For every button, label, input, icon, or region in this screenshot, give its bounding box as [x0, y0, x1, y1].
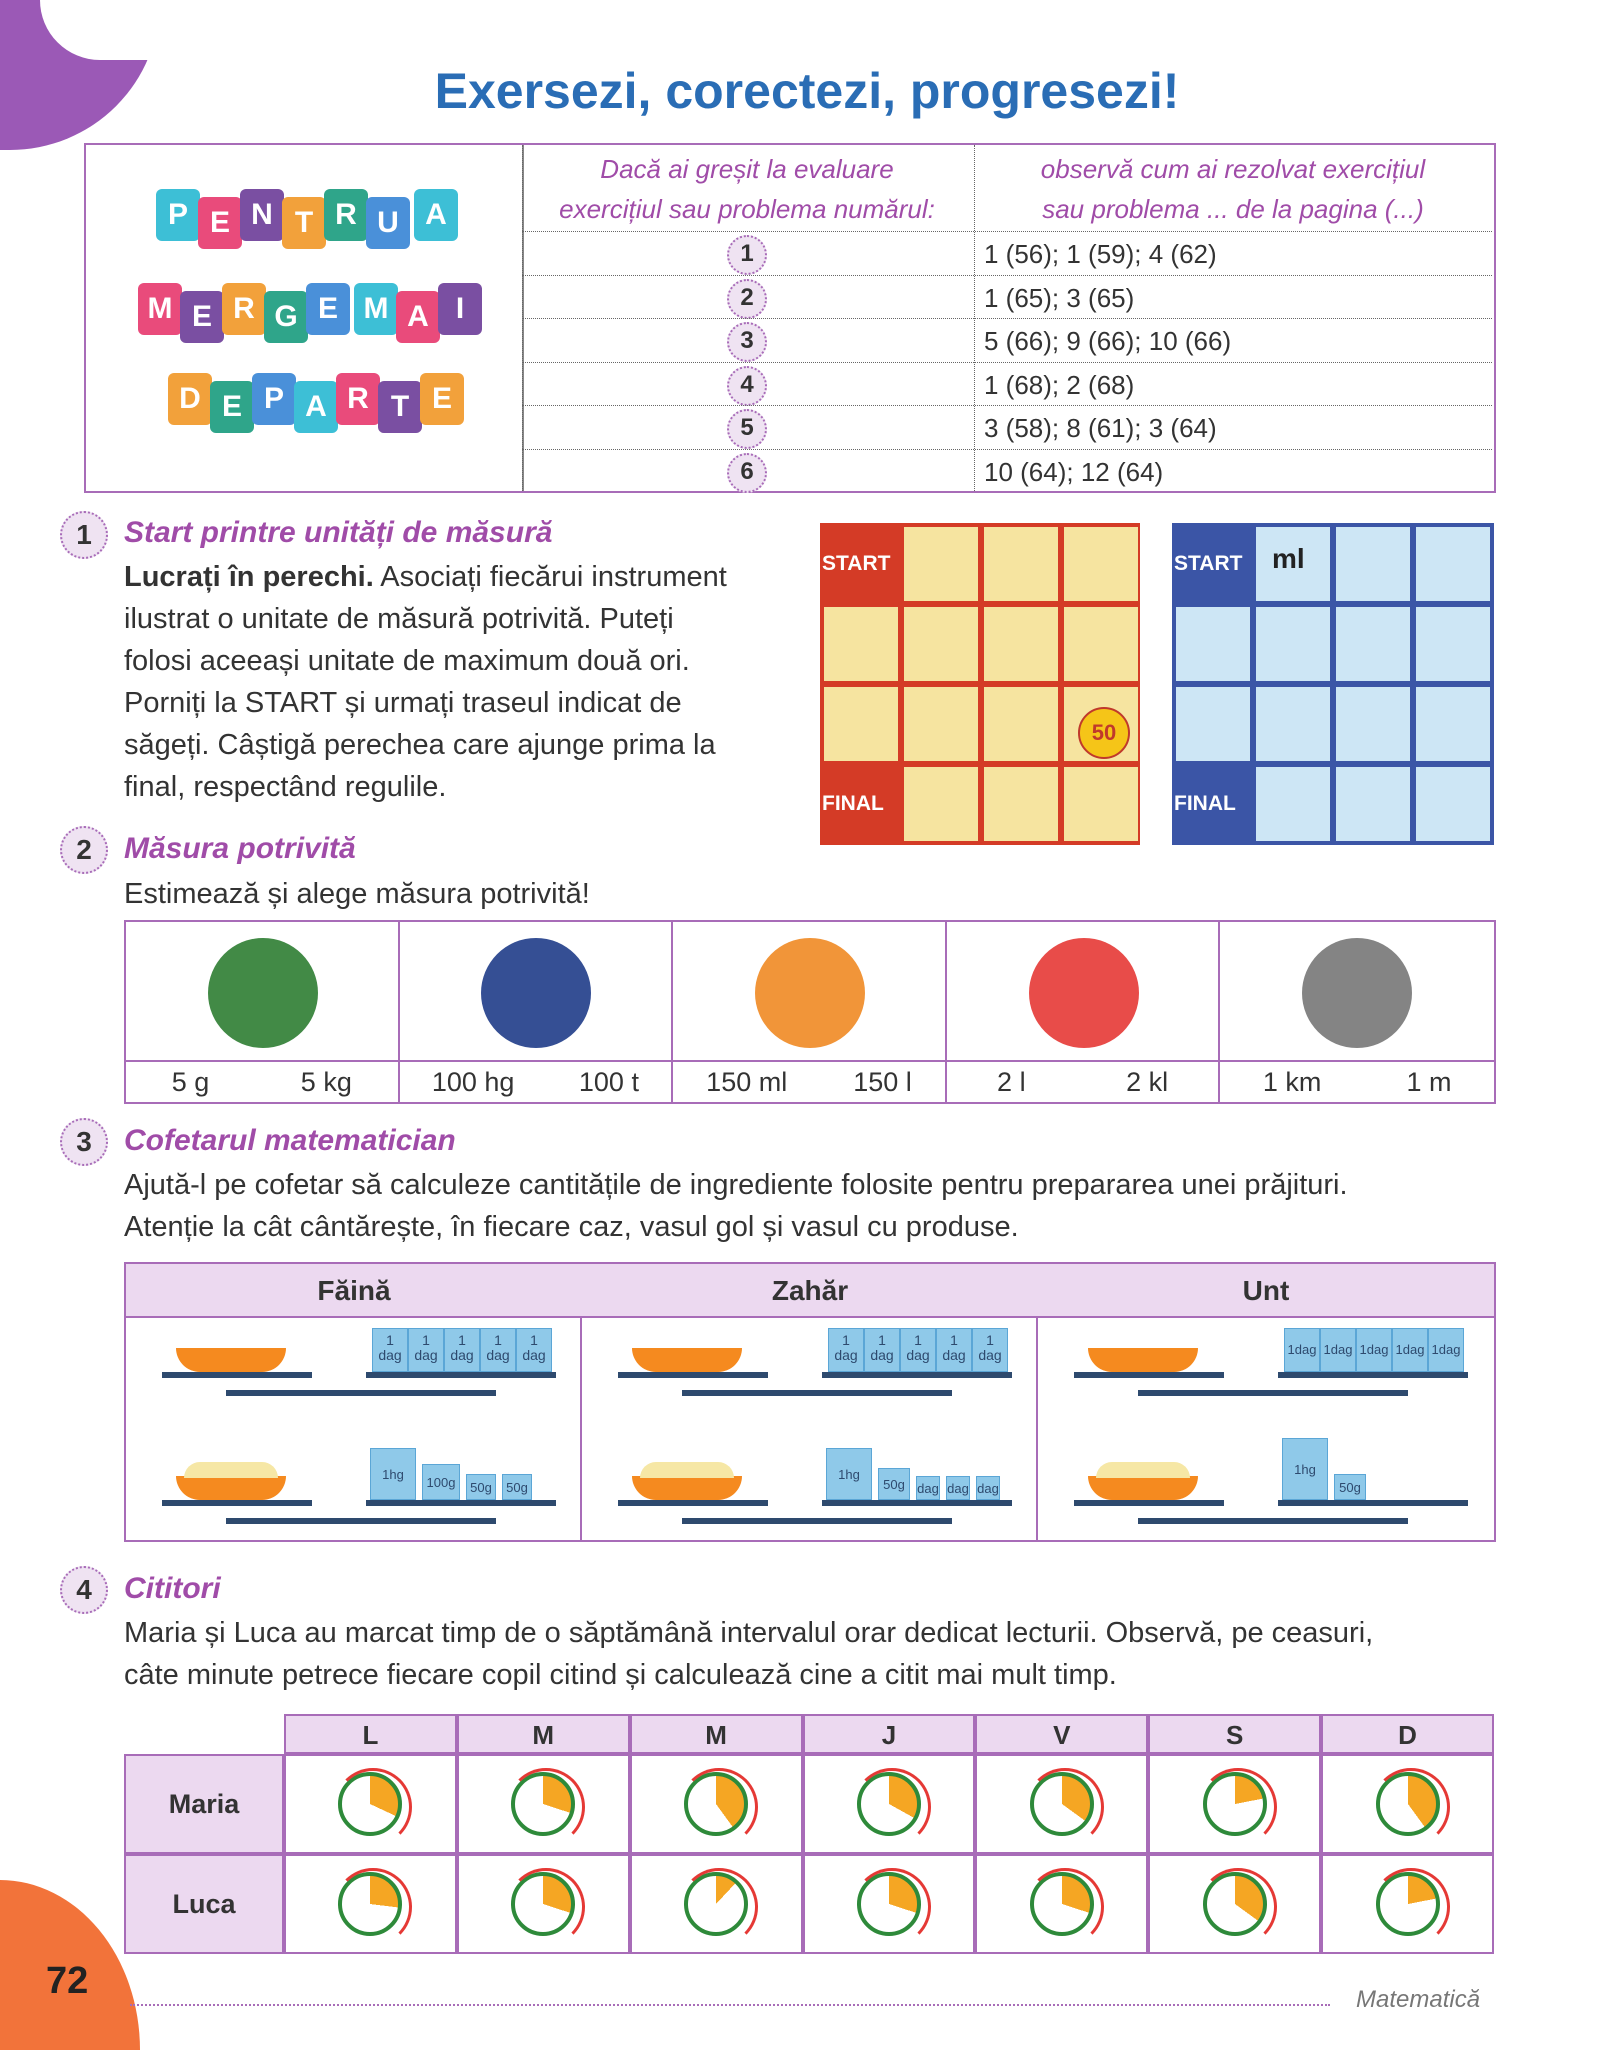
row-number: 2 — [727, 279, 767, 319]
clock-cell — [1321, 1854, 1494, 1954]
clock-arc — [507, 1868, 585, 1946]
weight-icon — [444, 1328, 480, 1372]
exercise-title: Start printre unități de măsură — [124, 516, 553, 549]
weight-label: 1dag — [1323, 1342, 1353, 1357]
clock-cell — [630, 1754, 803, 1854]
answer-cell — [1334, 685, 1412, 763]
board-cell — [982, 765, 1060, 843]
weight-icon — [916, 1476, 940, 1500]
review-row — [522, 275, 1492, 319]
weight-icon — [976, 1476, 1000, 1500]
weight-icon — [1284, 1328, 1320, 1372]
col2-header-line1: observă cum ai rezolvat exercițiul — [1040, 154, 1426, 184]
scale-pan — [1074, 1500, 1224, 1506]
weight-icon — [1356, 1328, 1392, 1372]
clock-cell — [803, 1754, 976, 1854]
weight-unit: dag — [870, 1347, 894, 1363]
answer-cell — [1334, 525, 1412, 603]
scale-pan — [618, 1372, 768, 1378]
weight-unit: dag — [414, 1347, 438, 1363]
weight-fraction: 1 — [530, 1332, 538, 1348]
answer-cell — [1414, 525, 1492, 603]
scale-pan — [822, 1500, 1012, 1506]
answer-cell — [1334, 765, 1412, 843]
board-cell — [822, 605, 900, 683]
scale-beam — [682, 1518, 952, 1524]
clock-arc — [1372, 1768, 1450, 1846]
exercise-instruction: Estimează și alege măsura potrivită! — [124, 878, 590, 910]
exercise-number: 3 — [60, 1118, 108, 1166]
answer-start: START — [1174, 525, 1252, 603]
answer-cell — [1254, 765, 1332, 843]
text-line: săgeți. Câștigă perechea care ajunge prima la — [124, 729, 716, 761]
weight-icon — [878, 1468, 910, 1500]
scale-pan — [1074, 1372, 1224, 1378]
row-reference: 1 (68); 2 (68) — [984, 369, 1135, 400]
banner-letter-tile: R — [324, 189, 368, 241]
banner-letter-tile: I — [438, 283, 482, 335]
review-row — [522, 318, 1492, 362]
banner-letter-tile: A — [294, 381, 338, 433]
weight-icon — [516, 1328, 552, 1372]
weight-fraction: 1 — [386, 1332, 394, 1348]
day-header: D — [1321, 1714, 1494, 1754]
weight-icon — [900, 1328, 936, 1372]
clock-cell — [1148, 1754, 1321, 1854]
weight-fraction: 1 — [494, 1332, 502, 1348]
whale-icon — [481, 938, 591, 1048]
col2-header — [978, 149, 1488, 229]
scale-beam — [1138, 1518, 1408, 1524]
measure-options — [1220, 1060, 1494, 1102]
scale-pan — [162, 1500, 312, 1506]
col1-header-line2: exercițiul sau problema numărul: — [559, 194, 935, 224]
scale-pan — [366, 1500, 556, 1506]
clock-icon — [338, 1772, 402, 1836]
weight-label: dag — [917, 1481, 939, 1496]
exercise-text — [124, 1164, 1504, 1248]
board-cell — [822, 685, 900, 763]
banner-letter-tile: E — [210, 381, 254, 433]
row-number: 4 — [727, 366, 767, 406]
ingredient-icon — [184, 1462, 278, 1478]
review-row — [522, 449, 1492, 493]
measure-cell — [947, 922, 1221, 1102]
col1-header — [522, 149, 972, 229]
weight-icon — [480, 1328, 516, 1372]
clock-arc — [1026, 1768, 1104, 1846]
measure-options — [400, 1060, 672, 1102]
review-row — [522, 231, 1492, 275]
watermelon-icon — [208, 938, 318, 1048]
option-a: 150 ml — [706, 1066, 788, 1097]
scale-pan — [162, 1372, 312, 1378]
clock-cell — [284, 1754, 457, 1854]
reading-table — [124, 1714, 1494, 1958]
weight-label: 1hg — [838, 1467, 860, 1482]
row-reference: 5 (66); 9 (66); 10 (66) — [984, 326, 1232, 356]
weight-icon — [408, 1328, 444, 1372]
day-header: J — [803, 1714, 976, 1754]
board-cell — [902, 765, 980, 843]
weight-label: dag — [977, 1481, 999, 1496]
weight-icon — [1320, 1328, 1356, 1372]
weight-unit: dag — [906, 1347, 930, 1363]
banner-letter-tile: R — [336, 373, 380, 425]
weight-icon — [936, 1328, 972, 1372]
answer-cell — [1174, 605, 1252, 683]
clock-icon — [1376, 1772, 1440, 1836]
weight-unit: dag — [378, 1347, 402, 1363]
board-cell — [902, 525, 980, 603]
clock-cell — [457, 1854, 630, 1954]
review-row — [522, 362, 1492, 406]
clock-icon — [684, 1872, 748, 1936]
weight-icon — [422, 1464, 460, 1500]
measure-cell — [1220, 922, 1494, 1102]
clock-arc — [680, 1768, 758, 1846]
answer-cell — [1254, 685, 1332, 763]
answer-cell — [1174, 685, 1252, 763]
reader-name: Maria — [124, 1754, 284, 1854]
row-number: 3 — [727, 322, 767, 362]
exercise-title: Cititori — [124, 1572, 221, 1605]
clock-cell — [803, 1854, 976, 1954]
scale-pan — [618, 1500, 768, 1506]
text-line: Porniți la START și urmați traseul indicat de — [124, 687, 682, 719]
scale-beam — [226, 1390, 496, 1396]
weight-unit: dag — [522, 1347, 546, 1363]
clock-cell — [457, 1754, 630, 1854]
board-final: FINAL — [822, 765, 900, 843]
scale-column — [582, 1264, 1038, 1540]
weight-fraction: 1 — [986, 1332, 994, 1348]
exercise-number: 4 — [60, 1566, 108, 1614]
board-cell — [1062, 765, 1140, 843]
weight-icon — [828, 1328, 864, 1372]
text-line: Asociați fiecărui instrument — [380, 561, 727, 593]
clock-icon — [511, 1872, 575, 1936]
scale-beam — [226, 1518, 496, 1524]
measure-cell — [400, 922, 674, 1102]
clock-icon — [338, 1872, 402, 1936]
bowl-icon — [1088, 1476, 1198, 1500]
measure-options — [947, 1060, 1219, 1102]
bowl-icon — [632, 1476, 742, 1500]
coin-icon: 50 — [1078, 707, 1130, 759]
answer-cell — [1414, 605, 1492, 683]
banner-letter-tile: A — [414, 189, 458, 241]
scale-beam — [1138, 1390, 1408, 1396]
weight-label: 50g — [470, 1480, 492, 1495]
banner-letter-tile: M — [138, 283, 182, 335]
weight-fraction: 1 — [950, 1332, 958, 1348]
option-b: 150 l — [853, 1066, 912, 1097]
ingredient-header: Făină — [126, 1264, 582, 1318]
board-cell — [1062, 605, 1140, 683]
weight-label: 50g — [1339, 1480, 1361, 1495]
weight-label: 50g — [506, 1480, 528, 1495]
clock-arc — [1026, 1868, 1104, 1946]
weight-fraction: 1 — [842, 1332, 850, 1348]
row-number: 5 — [727, 409, 767, 449]
weight-label: 1dag — [1395, 1342, 1425, 1357]
option-a: 100 hg — [431, 1066, 515, 1097]
board-cell — [982, 525, 1060, 603]
exercise-text — [124, 556, 780, 808]
review-row — [522, 405, 1492, 449]
day-header: V — [975, 1714, 1148, 1754]
answer-first-unit: ml — [1272, 543, 1305, 574]
clock-icon — [511, 1772, 575, 1836]
road-icon — [1302, 938, 1412, 1048]
exercise-title: Cofetarul matematician — [124, 1124, 456, 1157]
weight-icon — [864, 1328, 900, 1372]
scale-pan — [1278, 1372, 1468, 1378]
banner-letter-tile: T — [282, 197, 326, 249]
mug-icon — [755, 938, 865, 1048]
option-a: 5 g — [171, 1066, 210, 1097]
clock-icon — [684, 1772, 748, 1836]
text-line: folosi aceeași unitate de maximum două ori. — [124, 645, 690, 677]
weight-label: 50g — [883, 1477, 905, 1492]
exercise-number: 1 — [60, 511, 108, 559]
answer-cell — [1414, 685, 1492, 763]
clock-icon — [857, 1772, 921, 1836]
page-title: Exersezi, corectezi, progresezi! — [434, 63, 1180, 119]
measure-options — [126, 1060, 398, 1102]
option-a: 1 km — [1262, 1066, 1322, 1097]
weight-icon — [1282, 1438, 1328, 1500]
row-reference: 1 (56); 1 (59); 4 (62) — [984, 239, 1217, 269]
bowl-icon — [176, 1476, 286, 1500]
bottle-icon — [1029, 938, 1139, 1048]
weight-label: 1hg — [382, 1467, 404, 1482]
day-header: S — [1148, 1714, 1321, 1754]
clock-icon — [1376, 1872, 1440, 1936]
clock-cell — [975, 1754, 1148, 1854]
scale-beam — [682, 1390, 952, 1396]
measure-cell — [126, 922, 400, 1102]
day-header: M — [630, 1714, 803, 1754]
col2-header-line2: sau problema ... de la pagina (...) — [1042, 194, 1424, 224]
weight-icon — [972, 1328, 1008, 1372]
scales-table — [124, 1262, 1496, 1542]
board-start: START — [822, 525, 900, 603]
banner-letter-tile: G — [264, 291, 308, 343]
weight-label: 100g — [426, 1475, 456, 1490]
weight-unit: dag — [942, 1347, 966, 1363]
weight-icon — [466, 1474, 496, 1500]
clock-icon — [1030, 1772, 1094, 1836]
weight-fraction: 1 — [458, 1332, 466, 1348]
weight-icon — [372, 1328, 408, 1372]
weight-unit: dag — [978, 1347, 1002, 1363]
option-b: 100 t — [578, 1066, 639, 1097]
weight-label: 1hg — [1294, 1462, 1316, 1477]
banner-letter-tile: E — [306, 283, 350, 335]
banner — [86, 145, 516, 491]
text-line: Maria și Luca au marcat timp de o săptămână intervalul orar dedicat lecturii. Observă, pe ceasuri, — [124, 1617, 1374, 1649]
banner-letter-tile: E — [180, 291, 224, 343]
text-line: Ajută-l pe cofetar să calculeze cantitățile de ingrediente folosite pentru prepararea unei prăjituri. — [124, 1169, 1348, 1201]
ingredient-icon — [1096, 1462, 1190, 1478]
row-number: 1 — [727, 235, 767, 275]
bowl-icon — [176, 1348, 286, 1372]
page-number: 72 — [46, 1960, 89, 2002]
clock-arc — [853, 1868, 931, 1946]
col1-header-line1: Dacă ai greșit la evaluare — [600, 154, 894, 184]
answer-final: FINAL — [1174, 765, 1252, 843]
banner-letter-tile: N — [240, 189, 284, 241]
clock-icon — [1030, 1872, 1094, 1936]
text-line: final, respectând regulile. — [124, 771, 447, 803]
weight-label: 1dag — [1359, 1342, 1389, 1357]
scale-pan — [822, 1372, 1012, 1378]
text-line: câte minute petrece fiecare copil citind și calculează cine a citit mai mult timp. — [124, 1659, 1117, 1691]
clock-arc — [853, 1768, 931, 1846]
scale-column — [1038, 1264, 1494, 1540]
scale-pan — [366, 1372, 556, 1378]
board-cell — [902, 605, 980, 683]
clock-arc — [334, 1868, 412, 1946]
row-reference: 10 (64); 12 (64) — [984, 456, 1164, 487]
clock-icon — [1203, 1772, 1267, 1836]
ingredient-icon — [640, 1462, 734, 1478]
board-cell — [902, 685, 980, 763]
weight-icon — [826, 1448, 872, 1500]
weight-unit: dag — [450, 1347, 474, 1363]
ingredient-header: Zahăr — [582, 1264, 1038, 1318]
exercise-number: 2 — [60, 826, 108, 874]
weight-icon — [1392, 1328, 1428, 1372]
banner-letter-tile: T — [378, 381, 422, 433]
board-cell — [1062, 525, 1140, 603]
weight-fraction: 1 — [878, 1332, 886, 1348]
text-line: Atenție la cât cântărește, în fiecare caz, vasul gol și vasul cu produse. — [124, 1211, 1019, 1243]
measure-options — [673, 1060, 945, 1102]
measure-table — [124, 920, 1496, 1104]
banner-letter-tile: E — [198, 197, 242, 249]
measure-cell — [673, 922, 947, 1102]
clock-arc — [1199, 1868, 1277, 1946]
banner-letter-tile: P — [252, 373, 296, 425]
bowl-icon — [632, 1348, 742, 1372]
answer-cell — [1334, 605, 1412, 683]
board-cell — [982, 685, 1060, 763]
scale-column — [126, 1264, 582, 1540]
footer-rule — [130, 2004, 1330, 2006]
footer-subject: Matematică — [1356, 1986, 1481, 2013]
banner-letter-tile: A — [396, 291, 440, 343]
clock-icon — [1203, 1872, 1267, 1936]
clock-arc — [507, 1768, 585, 1846]
weight-unit: dag — [486, 1347, 510, 1363]
exercise-title: Măsura potrivită — [124, 832, 356, 865]
weight-fraction: 1 — [914, 1332, 922, 1348]
answer-board — [1172, 523, 1494, 845]
banner-letter-tile: U — [366, 197, 410, 249]
row-number: 6 — [727, 453, 767, 493]
banner-letter-tile: R — [222, 283, 266, 335]
weight-icon — [1334, 1474, 1366, 1500]
bowl-icon — [1088, 1348, 1198, 1372]
clock-cell — [975, 1854, 1148, 1954]
review-box — [84, 143, 1496, 493]
clock-arc — [1199, 1768, 1277, 1846]
weight-icon — [946, 1476, 970, 1500]
weight-label: 1dag — [1431, 1342, 1461, 1357]
weight-label: 1dag — [1287, 1342, 1317, 1357]
clock-arc — [1372, 1868, 1450, 1946]
clock-cell — [1321, 1754, 1494, 1854]
scale-pan — [1278, 1500, 1468, 1506]
game-board — [820, 523, 1140, 845]
banner-letter-tile: D — [168, 373, 212, 425]
option-a: 2 l — [997, 1066, 1026, 1097]
clock-cell — [284, 1854, 457, 1954]
weight-icon — [370, 1448, 416, 1500]
weight-label: dag — [947, 1481, 969, 1496]
row-reference: 3 (58); 8 (61); 3 (64) — [984, 413, 1217, 443]
banner-letter-tile: P — [156, 189, 200, 241]
weight-fraction: 1 — [422, 1332, 430, 1348]
clock-arc — [680, 1868, 758, 1946]
answer-cell — [1254, 605, 1332, 683]
ingredient-header: Unt — [1038, 1264, 1494, 1318]
exercise-lead: Lucrați în perechi. — [124, 561, 374, 593]
day-header: L — [284, 1714, 457, 1754]
clock-cell — [630, 1854, 803, 1954]
text-line: ilustrat o unitate de măsură potrivită. Puteți — [124, 603, 674, 635]
board-cell — [982, 605, 1060, 683]
weight-icon — [502, 1474, 532, 1500]
weight-unit: dag — [834, 1347, 858, 1363]
answer-cell — [1414, 765, 1492, 843]
banner-letter-tile: E — [420, 373, 464, 425]
exercise-text — [124, 1612, 1504, 1696]
day-header: M — [457, 1714, 630, 1754]
option-b: 2 kl — [1126, 1066, 1169, 1097]
banner-letter-tile: M — [354, 283, 398, 335]
option-b: 5 kg — [300, 1066, 352, 1097]
clock-arc — [334, 1768, 412, 1846]
reader-name: Luca — [124, 1854, 284, 1954]
row-reference: 1 (65); 3 (65) — [984, 282, 1135, 313]
clock-cell — [1148, 1854, 1321, 1954]
weight-icon — [1428, 1328, 1464, 1372]
option-b: 1 m — [1406, 1066, 1452, 1097]
clock-icon — [857, 1872, 921, 1936]
